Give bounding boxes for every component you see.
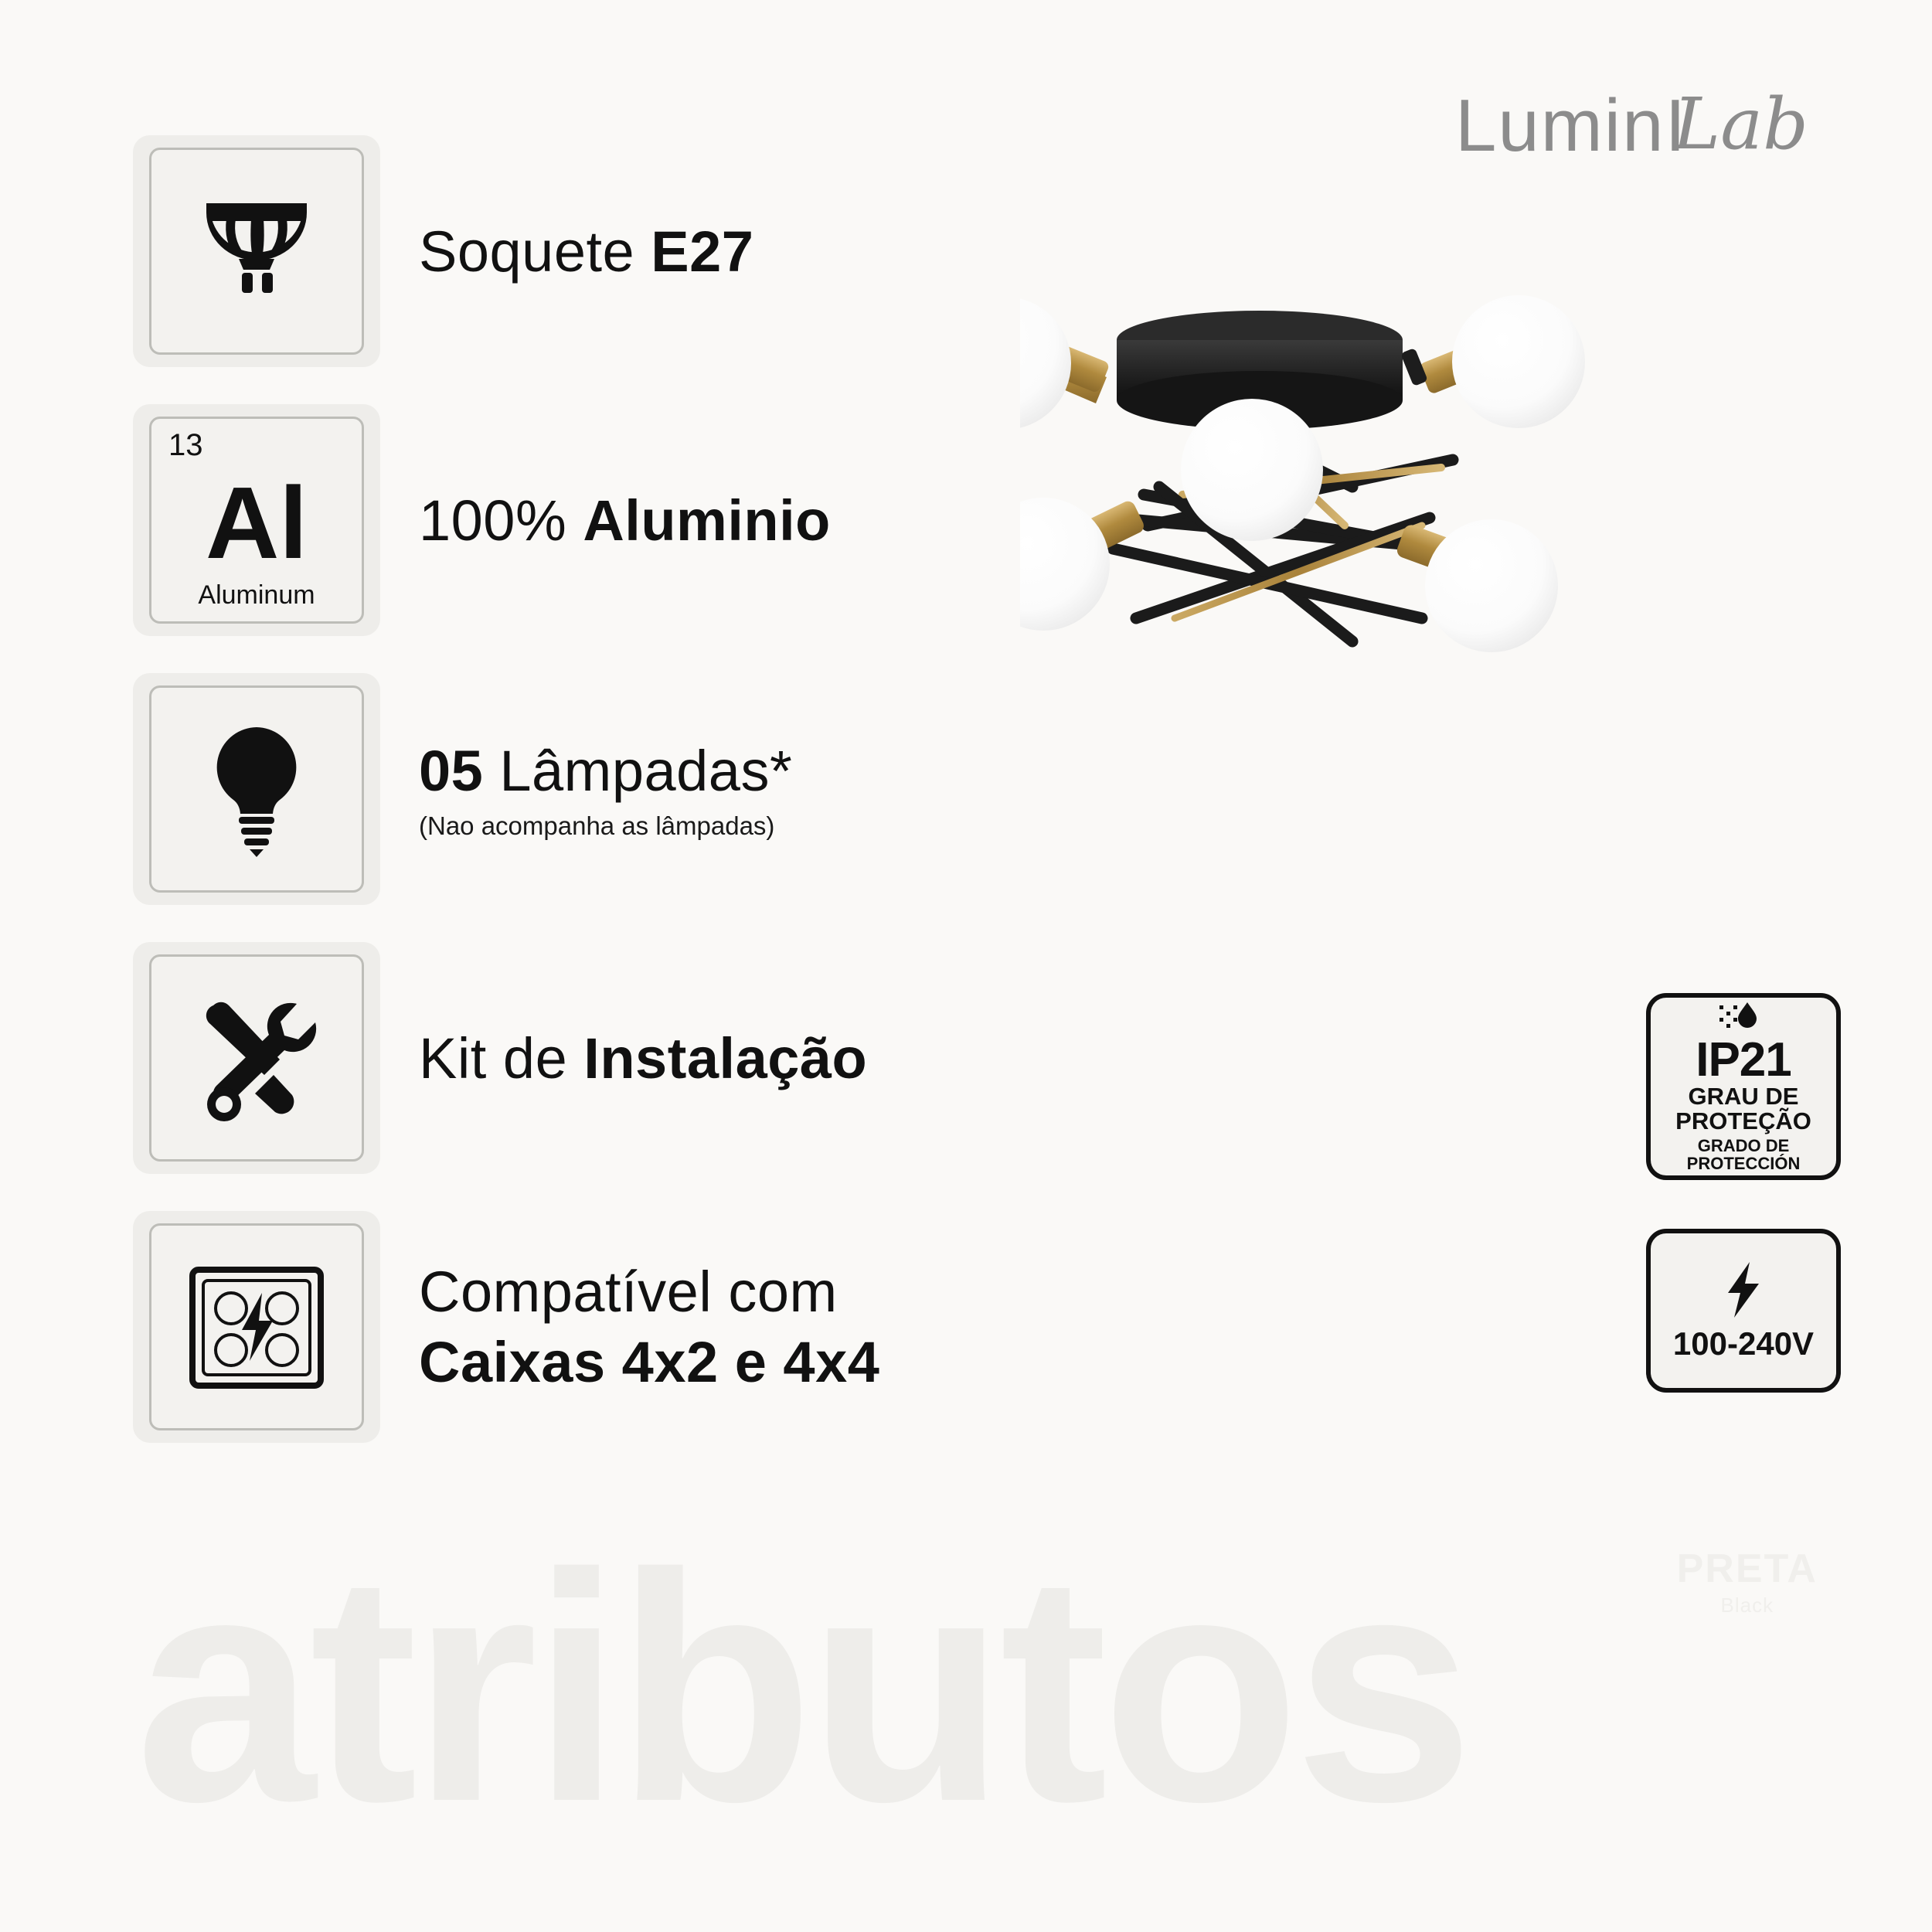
feature-label-bold: Aluminio [583, 488, 831, 553]
electrical-box-icon [149, 1223, 364, 1430]
color-name: PRETA [1676, 1546, 1818, 1591]
electrical-box-glyph [183, 1257, 330, 1396]
ip-rating-pt-label: GRAU DE PROTEÇÃO [1675, 1083, 1811, 1134]
feature-row-install-kit [133, 942, 983, 1174]
feature-label-plain: Compatível com [419, 1260, 838, 1324]
feature-label-plain: Kit de [419, 1026, 584, 1090]
color-name-en: Black [1720, 1594, 1774, 1617]
product-image [1020, 294, 1839, 881]
feature-icon-tile [133, 404, 380, 636]
light-bulb-glyph [199, 719, 315, 859]
feature-icon-tile [133, 942, 380, 1174]
bulb-upper-right [1452, 295, 1585, 428]
feature-label-bold: Caixas 4x2 e 4x4 [419, 1330, 880, 1394]
feature-label-install-kit [419, 1026, 867, 1091]
feature-note: (Nao acompanha as lâmpadas) [419, 811, 775, 840]
feature-icon-tile [133, 673, 380, 905]
element-symbol: Al [206, 466, 308, 580]
feature-label-plain: Soquete [419, 219, 651, 284]
tools-icon [149, 954, 364, 1162]
feature-label-aluminum [419, 488, 831, 553]
water-drop-icon [1716, 1001, 1770, 1036]
feature-list [133, 135, 983, 1480]
feature-row-socket [133, 135, 983, 367]
voltage-badge [1646, 1229, 1841, 1393]
feature-label-bold: 05 [419, 738, 484, 803]
ip-rating-value: IP21 [1696, 1033, 1791, 1087]
bulb-lower-right [1425, 519, 1558, 652]
feature-icon-tile [133, 1211, 380, 1443]
feature-row-aluminum [133, 404, 983, 636]
lightning-bolt-icon [1720, 1259, 1767, 1321]
bulb-center [1181, 399, 1323, 541]
feature-icon-tile [133, 135, 380, 367]
lamp-socket-glyph [191, 189, 322, 313]
light-bulb-icon [149, 685, 364, 893]
feature-row-bulbs [133, 673, 983, 905]
wrench-screwdriver-glyph [187, 988, 326, 1128]
brand-logo [1455, 83, 1808, 168]
feature-label-socket [419, 219, 753, 284]
bulb-upper-left [1020, 297, 1071, 430]
feature-label-bold: E27 [651, 219, 754, 284]
brand-name-secondary: Lab [1673, 83, 1808, 165]
voltage-value: 100-240V [1672, 1325, 1815, 1362]
feature-label-bulbs [419, 738, 792, 841]
element-name: Aluminum [198, 580, 315, 610]
feature-label-plain: Lâmpadas* [483, 738, 793, 803]
ip-rating-badge [1646, 993, 1841, 1180]
aluminum-element-icon [149, 417, 364, 624]
feature-label-bold: Instalação [583, 1026, 868, 1090]
feature-row-electrical-box [133, 1211, 983, 1443]
color-caption [1677, 1546, 1818, 1617]
feature-label-plain: 100% [419, 488, 583, 553]
ceiling-lamp-illustration [1020, 294, 1839, 881]
ip-rating-es-label: GRADO DE PROTECCIÓN [1686, 1135, 1801, 1173]
feature-label-electrical-box [419, 1259, 879, 1395]
lamp-socket-icon [149, 148, 364, 355]
brand-name-primary: LuminI [1455, 84, 1688, 168]
watermark-text: atributos [135, 1507, 1468, 1869]
element-number: 13 [168, 428, 203, 462]
